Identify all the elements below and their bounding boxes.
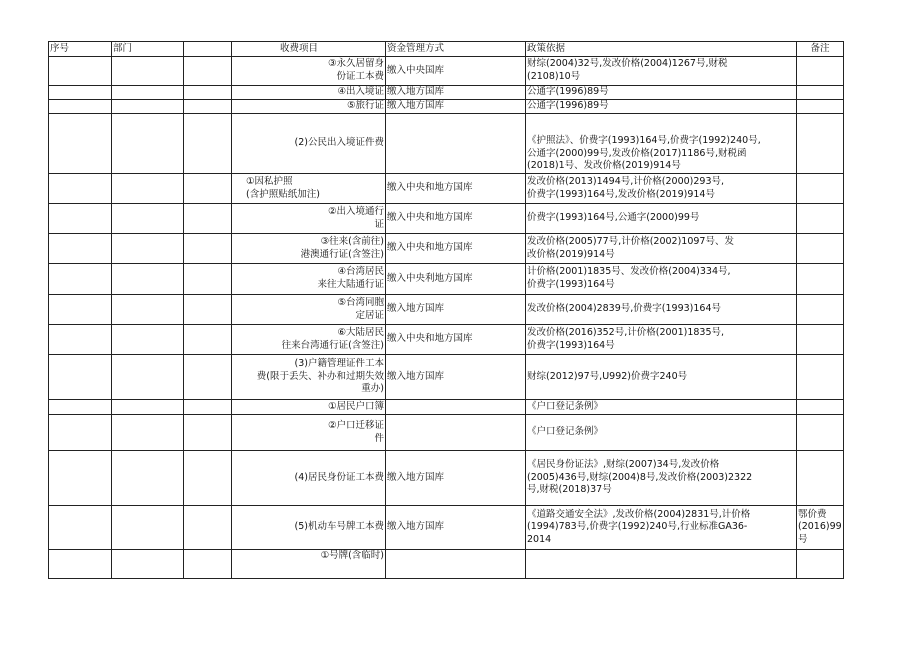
fund-method: 缴入中央和地方国库 xyxy=(386,204,526,234)
policy-basis: 财综(2004)32号,发改价格(2004)1267号,财税 (2108)10号 xyxy=(526,57,797,86)
table-row xyxy=(49,550,844,579)
note xyxy=(797,295,844,325)
policy-basis: 财综(2012)97号,U992)价费字240号 xyxy=(526,355,797,400)
table-row xyxy=(49,355,844,400)
fee-item: ④出入境证 xyxy=(232,86,386,100)
note xyxy=(797,57,844,86)
header-note: 备注 xyxy=(797,42,844,57)
table-row xyxy=(49,264,844,295)
fee-item: ③永久居留身 份证工本费 xyxy=(232,57,386,86)
table-row xyxy=(49,325,844,355)
fund-method: 缴入地方国库 xyxy=(386,451,526,506)
table-row xyxy=(49,415,844,451)
fee-item: ⑤旅行证 xyxy=(232,100,386,114)
fund-method: 缴入地方国库 xyxy=(386,355,526,400)
policy-basis: 《户口登记条例》 xyxy=(526,415,797,451)
policy-basis: 发改价格(2013)1494号,计价格(2000)293号, 价费字(1993)164号,发改价格(2019)914号 xyxy=(526,174,797,204)
fee-item: (5)机动车号牌工本费 xyxy=(232,506,386,550)
fund-method: 缴入地方国库 xyxy=(386,100,526,114)
table-row xyxy=(49,86,844,100)
fee-item: ②出入境通行 证 xyxy=(232,204,386,234)
note xyxy=(797,325,844,355)
fee-item: ①因私护照 (含护照贴纸加注) xyxy=(232,174,386,204)
fund-method xyxy=(386,415,526,451)
fee-item: ②户口迁移证 件 xyxy=(232,415,386,451)
table-row xyxy=(49,295,844,325)
header-seq: 序号 xyxy=(49,42,112,57)
fee-table xyxy=(48,41,844,579)
fund-method xyxy=(386,550,526,579)
note xyxy=(797,100,844,114)
fund-method xyxy=(386,400,526,415)
header-item: 收费项目 xyxy=(232,42,386,57)
policy-basis: 发改价格(2016)352号,计价格(2001)1835号, 价费字(1993)164号 xyxy=(526,325,797,355)
note xyxy=(797,86,844,100)
fee-item: ③往来(含前往) 港澳通行证(含签注) xyxy=(232,234,386,264)
table-row xyxy=(49,100,844,114)
note xyxy=(797,174,844,204)
policy-basis: 公通字(1996)89号 xyxy=(526,86,797,100)
policy-basis: 《居民身份证法》,财综(2007)34号,发改价格 (2005)436号,财综(2004)8号,发改价格(2003)2322 号,财税(2018)37号 xyxy=(526,451,797,506)
policy-basis: 价费字(1993)164号,公通字(2000)99号 xyxy=(526,204,797,234)
policy-basis xyxy=(526,550,797,579)
policy-basis: 《户口登记条例》 xyxy=(526,400,797,415)
fund-method: 缴入中央利地方国库 xyxy=(386,264,526,295)
policy-basis: 《道路交通安全法》,发改价格(2004)2831号,计价格 (1994)783号,价费字(1992)240号,行业标准GA36- 2014 xyxy=(526,506,797,550)
table-row xyxy=(49,174,844,204)
fund-method: 缴入地方国库 xyxy=(386,506,526,550)
note: 鄂价费 (2016)99号 xyxy=(797,506,844,550)
fee-item: ①号牌(含临时) xyxy=(232,550,386,579)
note xyxy=(797,400,844,415)
policy-basis: 计价格(2001)1835号、发改价格(2004)334号, 价费字(1993)164号 xyxy=(526,264,797,295)
fee-item: (2)公民出入境证件费 xyxy=(232,114,386,174)
note xyxy=(797,234,844,264)
fund-method: 缴入中央和地方国库 xyxy=(386,174,526,204)
table-row xyxy=(49,451,844,506)
table-row xyxy=(49,114,844,174)
table-header-row xyxy=(49,42,844,57)
note xyxy=(797,415,844,451)
header-policy: 政策依据 xyxy=(526,42,797,57)
fund-method: 缴入地方国库 xyxy=(386,295,526,325)
header-blank xyxy=(184,42,232,57)
fee-item: ⑤台湾同胞 定居证 xyxy=(232,295,386,325)
table-row xyxy=(49,57,844,86)
note xyxy=(797,264,844,295)
fund-method: 缴入中央和地方国库 xyxy=(386,234,526,264)
fee-item: (4)居民身份证工本费 xyxy=(232,451,386,506)
policy-basis: 公通字(1996)89号 xyxy=(526,100,797,114)
note xyxy=(797,114,844,174)
fund-method: 缴入地方国库 xyxy=(386,86,526,100)
fee-item: ⑥大陆居民 往来台湾通行证(含签注) xyxy=(232,325,386,355)
table-row xyxy=(49,204,844,234)
fee-item: ④台湾居民 来往大陆通行证 xyxy=(232,264,386,295)
policy-basis: 发改价格(2004)2839号,价费字(1993)164号 xyxy=(526,295,797,325)
note xyxy=(797,204,844,234)
note xyxy=(797,550,844,579)
header-dept: 部门 xyxy=(112,42,184,57)
table-row xyxy=(49,400,844,415)
table-row xyxy=(49,506,844,550)
note xyxy=(797,355,844,400)
policy-basis: 《护照法》、价费字(1993)164号,价费字(1992)240号, 公通字(2000)99号,发改价格(2017)1186号,财税函 (2018)1号、发改价格(2019)914号 xyxy=(526,114,797,174)
table-row xyxy=(49,234,844,264)
note xyxy=(797,451,844,506)
policy-basis: 发改价格(2005)77号,计价格(2002)1097号、发 改价格(2019)914号 xyxy=(526,234,797,264)
fund-method xyxy=(386,114,526,174)
fee-item: ①居民户口簿 xyxy=(232,400,386,415)
fund-method: 缴入中央和地方国库 xyxy=(386,325,526,355)
fee-item: (3)户籍管理证件工本 费(限于丢失、补办和过期失效 重办) xyxy=(232,355,386,400)
fund-method: 缴入中央国库 xyxy=(386,57,526,86)
header-fund: 资金管理方式 xyxy=(386,42,526,57)
